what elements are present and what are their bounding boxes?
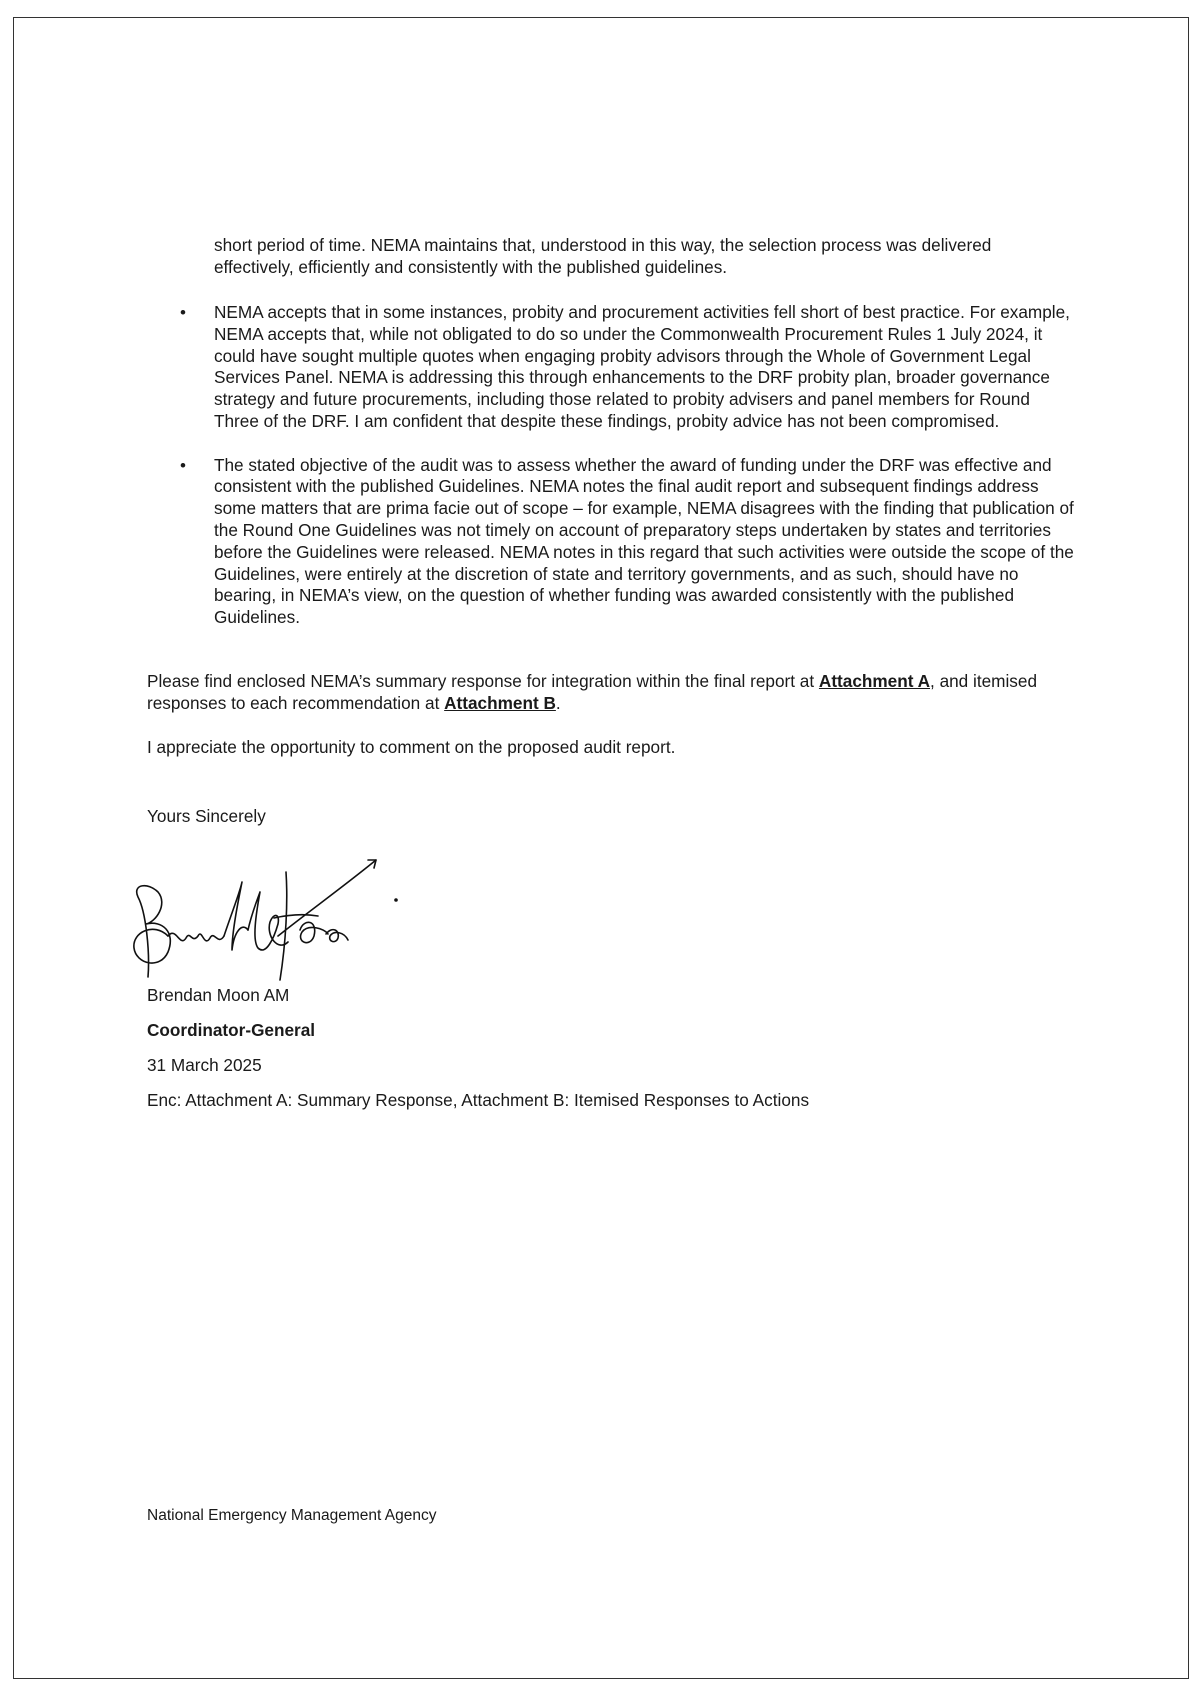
attachment-b-link[interactable]: Attachment B <box>444 692 556 713</box>
footer-agency-name: National Emergency Management Agency <box>147 1507 437 1524</box>
enclosed-text-1: Please find enclosed NEMA’s summary response for integration within the final report at <box>147 671 819 691</box>
bullet-item-audit-scope <box>147 455 1077 629</box>
enclosed-text-3: . <box>555 692 561 713</box>
signature-image <box>128 852 418 992</box>
bullet-icon: • <box>180 455 186 475</box>
appreciation-paragraph: I appreciate the opportunity to comment on the proposed audit report. <box>147 737 676 757</box>
bullet-text: NEMA accepts that in some instances, probity and procurement activities fell short of best practice. For example, NEMA accepts that, while not obligated to do so under the Commonwealth Procurement Rules 1 July 2024, it could have sought multiple quotes when engaging probity advisors through the Whole of Government Legal Services Panel. NEMA is addressing this through enhancements to the DRF probity plan, broader governance strategy and future procurements, including those related to probity advisers and panel members for Round Three of the DRF. I am confident that despite these findings, probity advice has not been compromised. <box>214 302 1070 431</box>
letter-date: 31 March 2025 <box>147 1055 262 1075</box>
enclosures-line: Enc: Attachment A: Summary Response, Attachment B: Itemised Responses to Actions <box>147 1090 810 1110</box>
bullet-icon: • <box>180 303 186 322</box>
bullet-text: The stated objective of the audit was to assess whether the award of funding under the DRF was effective and consistent with the published Guidelines. NEMA notes the final audit report and subsequent findings address some matters that are prima facie out of scope – for example, NEMA disagrees with the finding that publication of the Round One Guidelines was not timely on account of preparatory steps undertaken by states and territories before the Guidelines were released. NEMA notes in this regard that such activities were outside the scope of the Guidelines, were entirely at the discretion of state and territory governments, and as such, should have no bearing, in NEMA’s view, on the question of whether funding was awarded consistently with the published Guidelines. <box>214 454 1074 628</box>
closing-salutation: Yours Sincerely <box>147 806 266 826</box>
enclosed-text-2: , and itemised responses to each recommendation at <box>147 671 1038 713</box>
bullet-list <box>147 302 1077 651</box>
bullet-item-procurement <box>147 302 1077 433</box>
attachment-a-link[interactable]: Attachment A <box>818 671 931 691</box>
continuation-paragraph: short period of time. NEMA maintains that, understood in this way, the selection process was delivered effectively, efficiently and consistently with the published guidelines. <box>214 235 992 277</box>
signer-name: Brendan Moon AM <box>147 985 290 1005</box>
signer-title: Coordinator-General <box>147 1020 316 1040</box>
enclosed-paragraph <box>147 671 1077 715</box>
